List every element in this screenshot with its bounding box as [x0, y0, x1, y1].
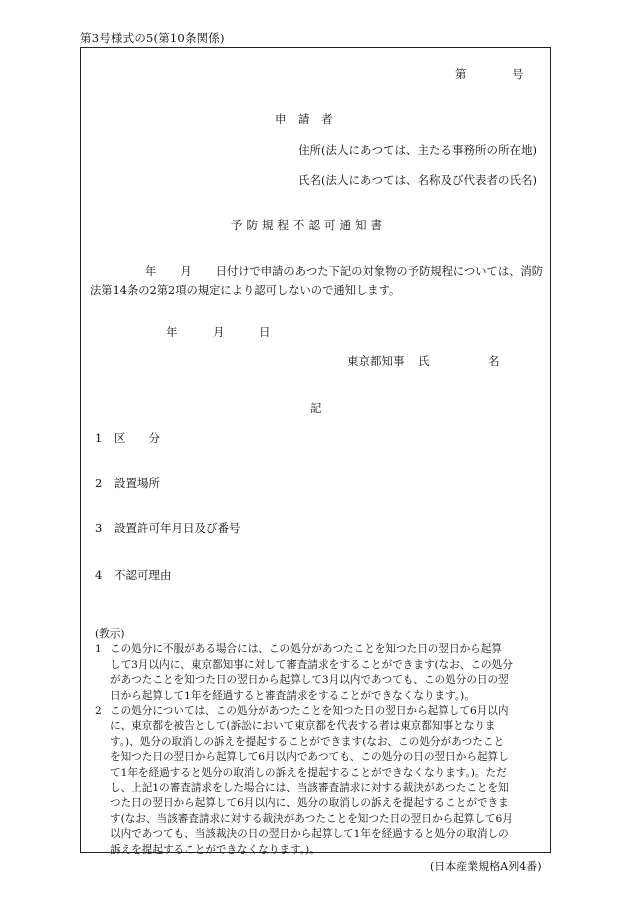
governor-title: 東京都知事 — [347, 354, 405, 368]
notice-item-2-num: 2 — [95, 705, 102, 718]
notice-item-1-num: 1 — [95, 643, 102, 656]
governor-mei: 名 — [488, 354, 500, 368]
notice-item-1-line-3: があつたことを知つた日の翌日から起算して3月以内であつても、この処分の日の翌 — [110, 674, 509, 687]
document-title: 予防規程不認可通知書 — [231, 218, 386, 232]
applicant-label: 申 請 者 — [275, 112, 333, 126]
notice-item-1-line-2: して3月以内に、東京都知事に対して審査請求をすることができます(なお、この処分 — [110, 658, 513, 671]
body-line-2: 法第14条の2第2項の規定により認可しないので通知します。 — [90, 284, 401, 297]
notice-item-1-line-1: 1 この処分に不服がある場合には、この処分があつたことを知つた日の翌日から起算 — [95, 642, 547, 657]
ki-label: 記 — [310, 401, 322, 415]
item-1-label: 区 分 — [114, 431, 160, 445]
notice-item-2-line-10: 訴えを提起することができなくなります。)。 — [110, 843, 320, 856]
notice-item-2-line-2: に、東京都を被告として(訴訟において東京都を代表する者は東京都知事となりま — [110, 720, 496, 733]
applicant-address: 住所(法人にあつては、主たる事務所の所在地) — [298, 143, 537, 157]
notice-item-2-line-1: 2 この処分については、この処分があつたことを知つた日の翌日から起算して6月以内 — [95, 704, 547, 719]
number-go: 号 — [512, 67, 524, 81]
item-1-num: 1 — [95, 431, 103, 445]
item-2-label: 設置場所 — [114, 476, 160, 490]
body-line-1 — [90, 262, 543, 281]
notice-item-2-line-9: 以内であつても、当該裁決の日の翌日から起算して1年を経過すると処分の取消しの — [110, 828, 509, 841]
issue-date-year: 年 — [166, 325, 178, 339]
body-line-1-text: 日付けで申請のあつた下記の対象物の予防規程については、消防 — [215, 265, 544, 278]
notice-item-2-line-8: す(なお、当該審査請求に対する裁決があつたことを知つた日の翌日から起算して6月 — [110, 812, 513, 825]
notice-item-2-line-5: て1年を経過すると処分の取消しの訴えを提起することができなくなります。)。ただ — [110, 766, 507, 779]
applicant-name: 氏名(法人にあつては、名称及び代表者の氏名) — [298, 173, 537, 187]
footer-paper-size: (日本産業規格A列4番) — [430, 860, 542, 873]
notice-item-2-line-4: を知つた日の翌日から起算して6月以内であつても、この処分の日の翌日から起算し — [110, 751, 509, 764]
notice-item-2-line-7: つた日の翌日から起算して6月以内に、処分の取消しの訴えを提起することができま — [110, 797, 509, 810]
notice-section — [95, 627, 547, 858]
number-dai: 第 — [455, 67, 467, 81]
notice-item-1-line-4: 日から起算して1年を経過すると審査請求をすることができなくなります。)。 — [110, 689, 475, 702]
body-date-year: 年 — [145, 265, 157, 278]
governor-shi: 氏 — [418, 354, 430, 368]
notice-item-2-line-6: し、上記1の審査請求をした場合には、当該審査請求に対する裁決があつたことを知 — [110, 782, 509, 795]
item-3-num: 3 — [95, 521, 103, 535]
item-3-label: 設置許可年月日及び番号 — [114, 521, 241, 535]
body-paragraph — [90, 262, 543, 300]
item-2-num: 2 — [95, 476, 103, 490]
notice-heading: (教示) — [95, 628, 125, 640]
item-4-num: 4 — [95, 568, 103, 582]
form-label: 第3号様式の5(第10条関係) — [80, 31, 225, 45]
body-date-month: 月 — [180, 265, 192, 278]
issue-date-month: 月 — [213, 325, 225, 339]
item-4-label: 不認可理由 — [114, 568, 172, 582]
issue-date-day: 日 — [259, 325, 271, 339]
notice-item-2-line-3: す。)、処分の取消しの訴えを提起することができます(なお、この処分があつたこと — [110, 735, 505, 748]
